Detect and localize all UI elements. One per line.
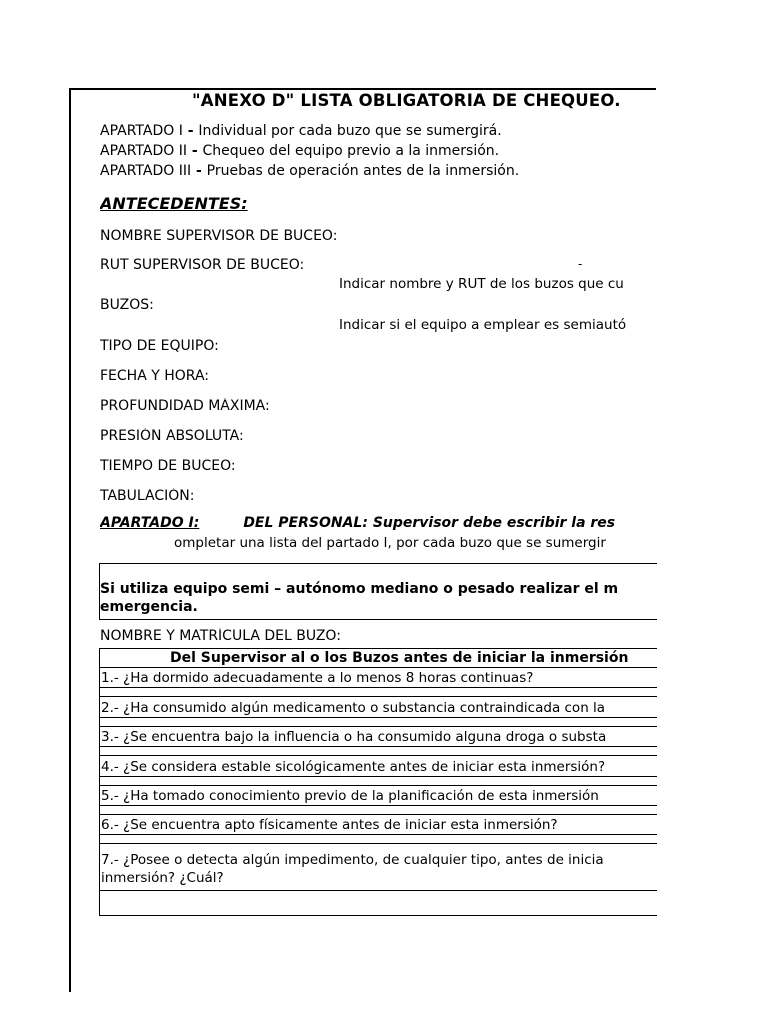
table-row-spacer — [100, 748, 657, 756]
tipo-equipo-label: TIPO DE EQUIPO: — [100, 338, 219, 354]
profundidad-label: PROFUNDIDAD MÁXIMA: — [100, 398, 270, 414]
buzo-name-heading: NOMBRE Y MATRÍCULA DEL BUZO: — [100, 628, 341, 644]
table-row-spacer — [100, 689, 657, 697]
apartado-line-1: APARTADO I - Individual por cada buzo que se sumergirá. — [100, 123, 502, 139]
table-row: 4.- ¿Se considera estable sicológicamente antes de iniciar esta inmersión? — [100, 757, 657, 777]
supervisor-rut-label: RUT SUPERVISOR DE BUCEO: — [100, 257, 305, 273]
notice-text: Si utiliza equipo semi – autónomo mediano o pesado realizar el m emergencia. — [100, 581, 619, 615]
table-row-spacer — [100, 778, 657, 786]
checklist-table — [99, 648, 657, 916]
tabulacion-label: TABULACIÓN: — [100, 488, 195, 504]
buzos-label: BUZOS: — [100, 297, 154, 313]
apartado-i-heading — [100, 515, 656, 531]
document-title: "ANEXO D" LISTA OBLIGATORIA DE CHEQUEO. — [192, 91, 621, 110]
antecedentes-heading: ANTECEDENTES: — [100, 194, 248, 213]
apartado-i-subtext: ompletar una lista del partado I, por cada buzo que se sumergir — [174, 535, 606, 551]
table-row: 1.- ¿Ha dormido adecuadamente a lo menos 8 horas continuas? — [100, 669, 657, 688]
apartado-i-text: DEL PERSONAL: Supervisor debe escribir la res — [243, 515, 616, 531]
table-row-q7: 7.- ¿Posee o detecta algún impedimento, de cualquier tipo, antes de inicia inmersión? ¿Cuál? — [100, 845, 657, 891]
table-row: 5.- ¿Ha tomado conocimiento previo de la planificación de esta inmersión — [100, 787, 657, 806]
presion-label: PRESIÓN ABSOLUTA: — [100, 428, 244, 444]
table-row-spacer — [100, 719, 657, 727]
table-row: 3.- ¿Se encuentra bajo la influencia o ha consumido alguna droga o substa — [100, 728, 657, 747]
notice-box — [99, 563, 657, 620]
rut-dash: - — [578, 257, 583, 271]
tiempo-label: TIEMPO DE BUCEO: — [100, 458, 236, 474]
buzos-hint: Indicar nombre y RUT de los buzos que cu — [339, 276, 624, 292]
apartado-i-label: APARTADO I: — [100, 515, 200, 531]
table-row-spacer — [100, 836, 657, 844]
top-border — [70, 88, 656, 90]
table-row: 2.- ¿Ha consumido algún medicamento o substancia contraindicada con la — [100, 698, 657, 718]
table-row-spacer — [100, 807, 657, 815]
left-border — [69, 88, 71, 992]
supervisor-name-label: NOMBRE SUPERVISOR DE BUCEO: — [100, 228, 338, 244]
apartado-line-2: APARTADO II - Chequeo del equipo previo a la inmersión. — [100, 143, 500, 159]
equipo-hint: Indicar si el equipo a emplear es semiautó — [339, 317, 627, 333]
apartado-line-3: APARTADO III - Pruebas de operación antes de la inmersión. — [100, 163, 520, 179]
table-header: Del Supervisor al o los Buzos antes de iniciar la inmersión — [100, 649, 657, 668]
fecha-hora-label: FECHA Y HORA: — [100, 368, 209, 384]
table-row: 6.- ¿Se encuentra apto físicamente antes de iniciar esta inmersión? — [100, 816, 657, 835]
